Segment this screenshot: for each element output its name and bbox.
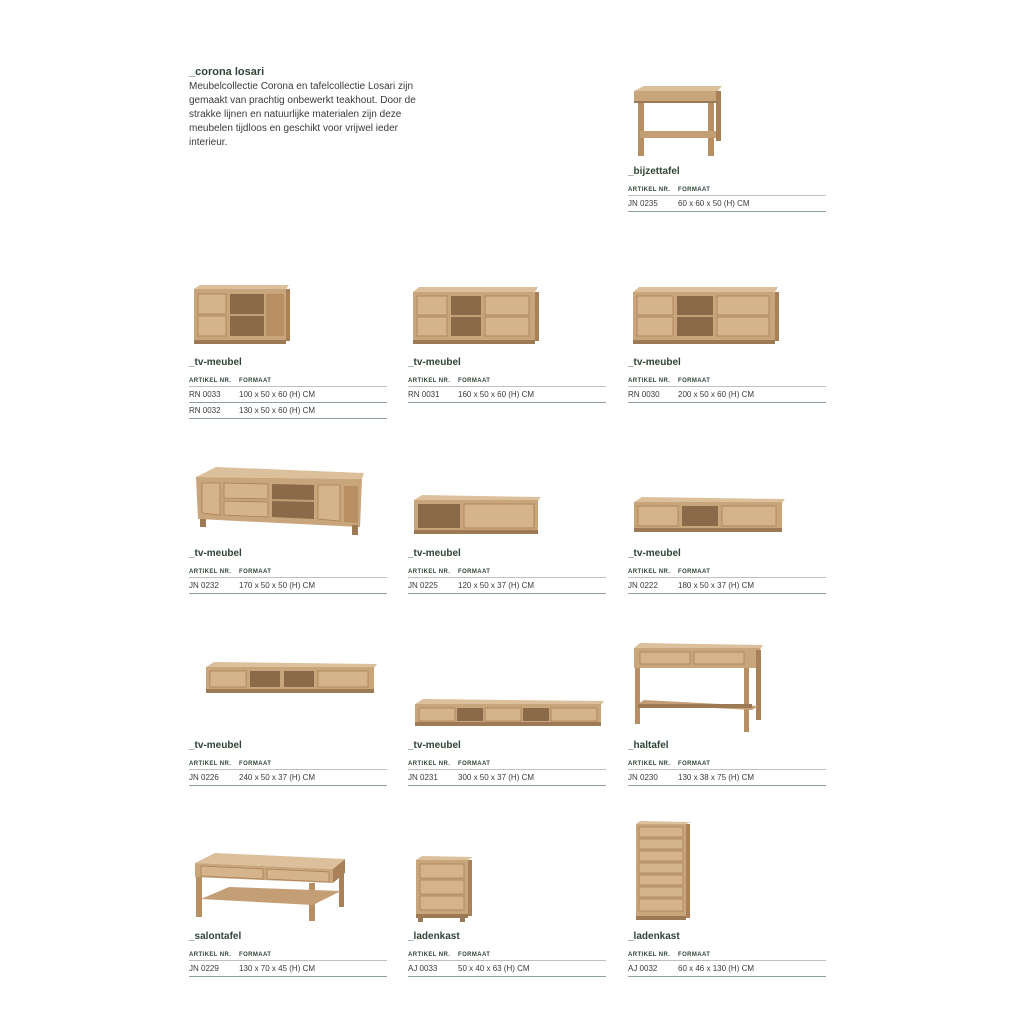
product-title: _haltafel (628, 740, 669, 751)
tv-cabinet-image (413, 698, 605, 730)
article-code: RN 0032 (189, 406, 221, 415)
formaat-header: FORMAAT (678, 187, 711, 193)
spec-header (189, 377, 387, 387)
formaat-header: FORMAAT (458, 761, 491, 767)
article-size: 130 x 50 x 60 (H) CM (239, 406, 316, 415)
artikel-header: ARTIKEL NR. (408, 378, 451, 384)
article-size: 130 x 70 x 45 (H) CM (239, 964, 316, 973)
tv-cabinet-image (192, 284, 290, 348)
product-title: _salontafel (189, 931, 242, 942)
article-code: RN 0030 (628, 390, 660, 399)
artikel-header: ARTIKEL NR. (628, 952, 671, 958)
product-title: _tv-meubel (189, 548, 242, 559)
spec-header (628, 568, 826, 578)
spec-row (408, 387, 606, 403)
article-size: 300 x 50 x 37 (H) CM (458, 773, 535, 782)
spec-header (408, 568, 606, 578)
spec-table (628, 760, 826, 786)
coffee-table-image (193, 851, 347, 923)
product-title: _tv-meubel (189, 357, 242, 368)
formaat-header: FORMAAT (458, 952, 491, 958)
spec-row (189, 770, 387, 786)
product-title: _tv-meubel (408, 357, 461, 368)
spec-row (628, 961, 826, 977)
product-title: _ladenkast (628, 931, 680, 942)
spec-header (628, 186, 826, 196)
tv-cabinet-image (194, 465, 366, 541)
article-code: AJ 0032 (628, 964, 658, 973)
tv-cabinet-image (412, 494, 542, 538)
spec-table (189, 760, 387, 786)
artikel-header: ARTIKEL NR. (189, 378, 232, 384)
formaat-header: FORMAAT (239, 378, 272, 384)
product-title: _tv-meubel (408, 548, 461, 559)
spec-table (628, 377, 826, 403)
spec-table (408, 568, 606, 594)
spec-table (628, 568, 826, 594)
artikel-header: ARTIKEL NR. (189, 952, 232, 958)
spec-header (189, 760, 387, 770)
product-title: _tv-meubel (628, 548, 681, 559)
spec-table (189, 568, 387, 594)
tall-drawer-cabinet-image (634, 820, 692, 924)
article-code: RN 0031 (408, 390, 440, 399)
spec-row (628, 196, 826, 212)
artikel-header: ARTIKEL NR. (628, 569, 671, 575)
tv-cabinet-image (632, 496, 786, 538)
formaat-header: FORMAAT (678, 378, 711, 384)
spec-header (408, 951, 606, 961)
formaat-header: FORMAAT (678, 569, 711, 575)
spec-table (408, 377, 606, 403)
tv-cabinet-image (411, 286, 539, 348)
artikel-header: ARTIKEL NR. (628, 378, 671, 384)
formaat-header: FORMAAT (678, 952, 711, 958)
intro-section (189, 66, 439, 150)
spec-header (628, 760, 826, 770)
article-size: 50 x 40 x 63 (H) CM (458, 964, 530, 973)
formaat-header: FORMAAT (239, 952, 272, 958)
spec-table (189, 377, 387, 419)
product-title: _bijzettafel (628, 166, 680, 177)
article-size: 180 x 50 x 37 (H) CM (678, 581, 755, 590)
artikel-header: ARTIKEL NR. (628, 187, 671, 193)
spec-table (408, 760, 606, 786)
spec-header (628, 951, 826, 961)
article-size: 100 x 50 x 60 (H) CM (239, 390, 316, 399)
article-code: JN 0225 (408, 581, 438, 590)
tv-cabinet-image (204, 661, 378, 703)
article-size: 240 x 50 x 37 (H) CM (239, 773, 316, 782)
spec-header (189, 951, 387, 961)
spec-table (628, 186, 826, 212)
spec-row (408, 961, 606, 977)
spec-row (189, 387, 387, 403)
artikel-header: ARTIKEL NR. (408, 952, 451, 958)
spec-header (408, 760, 606, 770)
tv-cabinet-image (631, 286, 779, 348)
article-code: JN 0235 (628, 199, 658, 208)
article-code: JN 0226 (189, 773, 219, 782)
spec-row (628, 578, 826, 594)
spec-table (628, 951, 826, 977)
article-size: 130 x 38 x 75 (H) CM (678, 773, 755, 782)
article-size: 170 x 50 x 50 (H) CM (239, 581, 316, 590)
spec-header (189, 568, 387, 578)
article-size: 200 x 50 x 60 (H) CM (678, 390, 755, 399)
intro-text: Meubelcollectie Corona en tafelcollectie Losari zijn gemaakt van prachtig onbewerkt teakhout. Door de strakke lijnen en natuurlijke materialen zijn deze meubelen tijdloos en geschikt voor vrijwel ieder interieur. (189, 81, 416, 148)
product-title: _ladenkast (408, 931, 460, 942)
intro-title: _corona losari (189, 66, 265, 78)
artikel-header: ARTIKEL NR. (189, 761, 232, 767)
article-code: JN 0232 (189, 581, 219, 590)
drawer-cabinet-image (414, 855, 474, 923)
spec-table (189, 951, 387, 977)
formaat-header: FORMAAT (458, 569, 491, 575)
spec-row (408, 770, 606, 786)
article-code: JN 0230 (628, 773, 658, 782)
spec-row (628, 770, 826, 786)
spec-table (408, 951, 606, 977)
formaat-header: FORMAAT (458, 378, 491, 384)
article-code: RN 0033 (189, 390, 221, 399)
spec-header (628, 377, 826, 387)
article-size: 160 x 50 x 60 (H) CM (458, 390, 535, 399)
formaat-header: FORMAAT (678, 761, 711, 767)
spec-row (628, 387, 826, 403)
artikel-header: ARTIKEL NR. (628, 761, 671, 767)
spec-row (189, 961, 387, 977)
formaat-header: FORMAAT (239, 569, 272, 575)
artikel-header: ARTIKEL NR. (408, 569, 451, 575)
spec-header (408, 377, 606, 387)
product-title: _tv-meubel (408, 740, 461, 751)
formaat-header: FORMAAT (239, 761, 272, 767)
article-size: 60 x 46 x 130 (H) CM (678, 964, 755, 973)
article-code: JN 0231 (408, 773, 438, 782)
article-code: JN 0229 (189, 964, 219, 973)
artikel-header: ARTIKEL NR. (408, 761, 451, 767)
spec-row (189, 403, 387, 419)
spec-row (189, 578, 387, 594)
article-size: 120 x 50 x 37 (H) CM (458, 581, 535, 590)
side-table-image (632, 85, 724, 157)
console-table-image (632, 642, 764, 734)
artikel-header: ARTIKEL NR. (189, 569, 232, 575)
article-size: 60 x 60 x 50 (H) CM (678, 199, 750, 208)
article-code: JN 0222 (628, 581, 658, 590)
spec-row (408, 578, 606, 594)
product-title: _tv-meubel (628, 357, 681, 368)
product-title: _tv-meubel (189, 740, 242, 751)
article-code: AJ 0033 (408, 964, 438, 973)
